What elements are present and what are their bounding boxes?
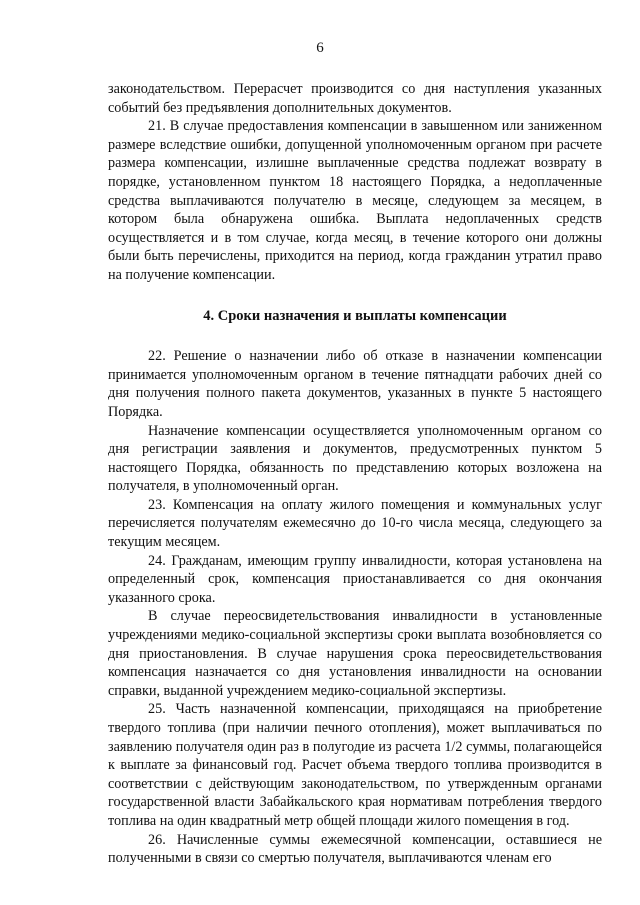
paragraph-23: 23. Компенсация на оплату жилого помещения и коммунальных услуг перечисляется получателям ежемесячно до 10-го числа месяца, следующего за текущим месяцем.	[108, 496, 602, 551]
paragraph-24: 24. Гражданам, имеющим группу инвалидности, которая установлена на определенный срок, компенсация приостанавливается со дня окончания указанного срока.	[108, 552, 602, 606]
document-body	[108, 80, 602, 868]
paragraph-26: 26. Начисленные суммы ежемесячной компенсации, оставшиеся не полученными в связи со смертью получателя, выплачиваются членам его	[108, 831, 602, 867]
page-number: 6	[316, 40, 324, 56]
paragraph-continuation: законодательством. Перерасчет производится со дня наступления указанных событий без предъявления дополнительных документов.	[108, 81, 602, 116]
paragraph-22: 22. Решение о назначении либо об отказе в назначении компенсации принимается уполномоченным органом в течение пятнадцати рабочих дней со дня получения полного пакета документов, указанных в пункте 5 настоящего Порядка.	[108, 348, 602, 420]
section-heading: 4. Сроки назначения и выплаты компенсации	[203, 307, 507, 324]
paragraph-25: 25. Часть назначенной компенсации, приходящаяся на приобретение твердого топлива (при наличии печного отопления), может выплачиваться по заявлению получателя один раз в полугодие из расчета 1/2 суммы, полагающейся к выплате за финансовый год. Расчет объема твердого топлива производится в соответствии с действующим законодательством, по утвержденным органами государственной власти Забайкальского края нормативам потребления твердого топлива на один квадратный метр общей площади жилого помещения в год.	[108, 701, 602, 829]
paragraph-22-continued: Назначение компенсации осуществляется уполномоченным органом со дня регистрации заявления и документов, предусмотренных пунктом 5 настоящего Порядка, обязанность по представлению которых возложена на получателя, в уполномоченный орган.	[108, 422, 602, 495]
paragraph-24-continued: В случае переосвидетельствования инвалидности в установленные учреждениями медико-социальной экспертизы сроки выплата возобновляется со дня приостановления. В случае нарушения срока переосвидетельствования компенсация назначается со дня установления инвалидности на основании справки, выданной учреждением медико-социальной экспертизы.	[108, 608, 602, 699]
paragraph-21: 21. В случае предоставления компенсации в завышенном или заниженном размере вследствие ошибки, допущенной уполномоченным органом при расчете размера компенсации, излишне выплаченные средства подлежат возврату в порядке, установленном пунктом 18 настоящего Порядка, а недоплаченные средства выплачиваются получателю в месяце, следующем за месяцем, в котором была обнаружена ошибка. Выплата недоплаченных средств осуществляется и в том случае, когда месяц, в течение которого они должны были быть перечислены, приходится на период, когда гражданин утратил право на получение компенсации.	[108, 118, 602, 283]
